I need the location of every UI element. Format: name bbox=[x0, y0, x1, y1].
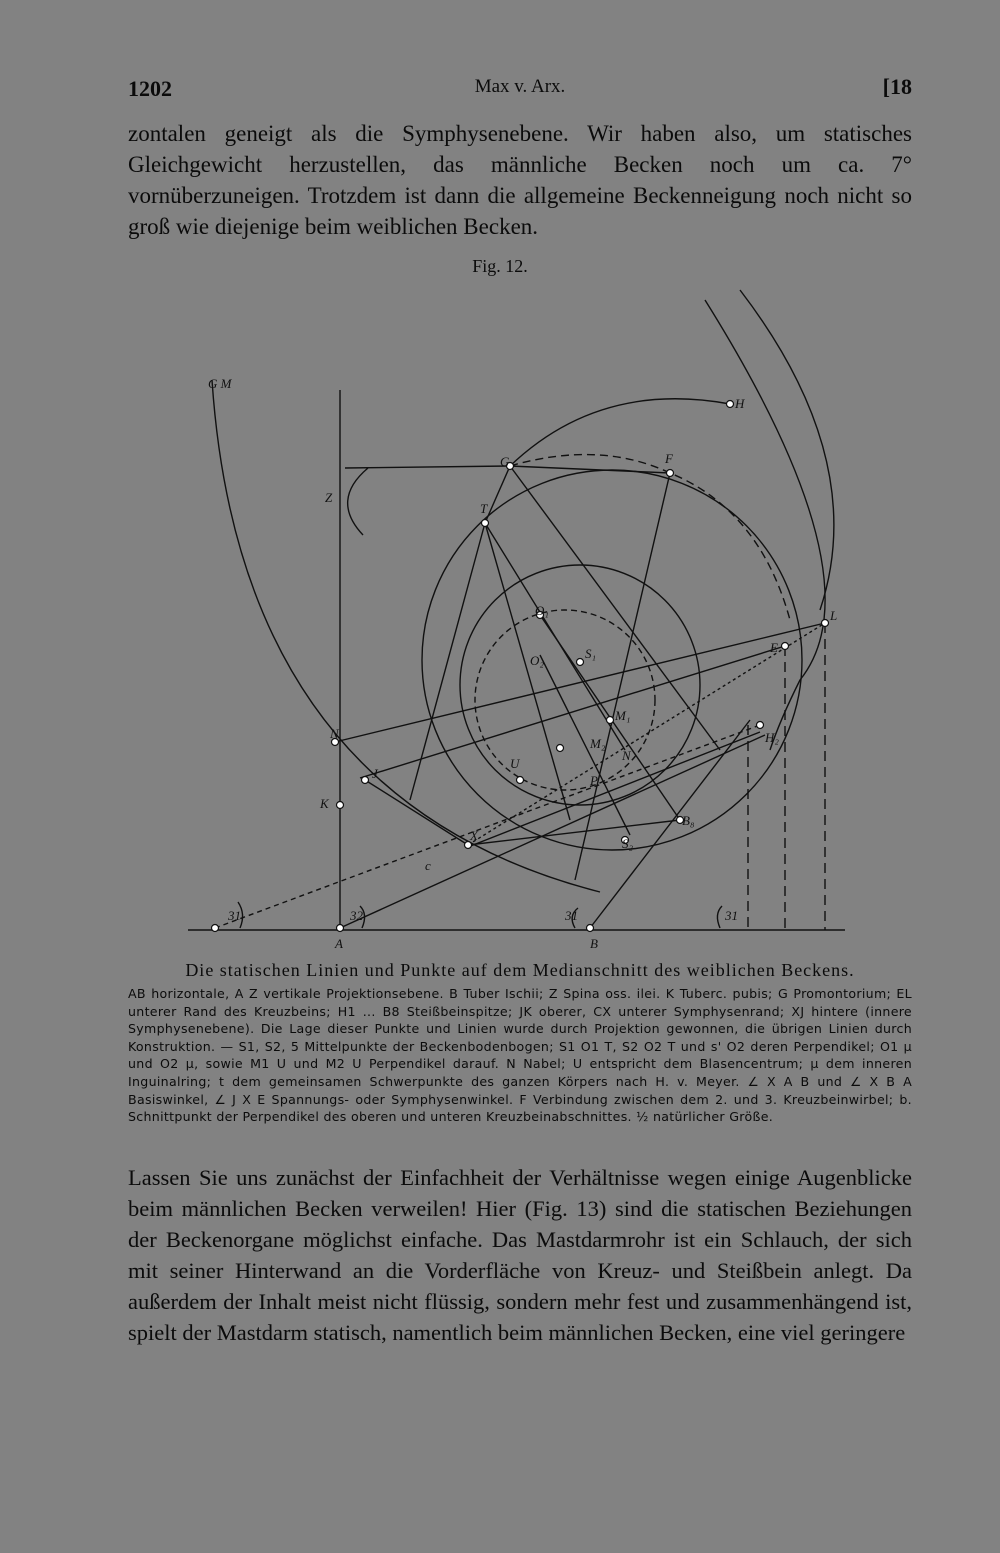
figure-label: Fig. 12. bbox=[472, 256, 528, 276]
label-c: c bbox=[425, 858, 431, 873]
line-z-g bbox=[345, 466, 510, 468]
label-s1: S₁ bbox=[585, 646, 597, 661]
paragraph-2: Lassen Sie uns zunächst der Einfachheit der Verhältnisse wegen einige Augenblicke beim männlichen Becken verweilen! Hier (Fig. 13) sind die statischen Beziehungen der Beckenorgane möglichst einfache. Das Mastdarmrohr ist ein Schlauch, der sich mit seiner Hinterwand an die Vorderfläche von Kreuz- und Steißbein anlegt. Da außerdem der Inhalt meist nicht flüssig, sondern mehr fest und zusammenhängend ist, spielt der Mastdarm statisch, namentlich beim männlichen Becken, eine viel geringere bbox=[128, 1165, 912, 1345]
line-b-h bbox=[590, 720, 750, 928]
label-m2: M₂ bbox=[590, 736, 606, 751]
caption-title: Die statischen Linien und Punkte auf dem Medianschnitt des weiblichen Beckens. bbox=[185, 960, 855, 980]
label-h2: H₂ bbox=[765, 730, 779, 745]
label-j: J bbox=[372, 766, 378, 781]
label-a: A bbox=[335, 936, 343, 951]
label-f: F bbox=[665, 451, 673, 466]
label-b: B bbox=[590, 936, 598, 951]
label-ang3: 31 bbox=[565, 908, 578, 923]
figure-caption bbox=[128, 960, 912, 1126]
label-s2: S₂ bbox=[622, 836, 634, 851]
page-number: 1202 bbox=[128, 76, 172, 101]
circle-large bbox=[422, 470, 802, 850]
label-n1: N bbox=[622, 748, 631, 763]
caption-body: AB horizontale, A Z vertikale Projektionsebene. B Tuber Ischii; Z Spina oss. ilei. K Tuberc. pubis; G Promontorium; EL unterer Rand des Kreuzbeins; H1 ... B8 Steißbeinspitze; JK oberer, CX unterer Symphysenrand; XJ hintere (innere Symphysenebene). Die Lage dieser Punkte und Linien wurde durch Projektion gewonnen, die übrigen Linien durch Konstruktion. — S1, S2, 5 Mittelpunkte der Beckenbodenbogen; S1 O1 T, S2 O2 T und s' O2 deren Perpendikel; O1 μ und O2 μ, sowie M1 U und M2 U Perpendikel darauf. N Nabel; U entspricht dem Blasencentrum; μ dem inneren Inguinalring; t dem gemeinsamen Schwerpunkte des ganzen Körpers nach H. v. Meyer. ∠ X A B und ∠ X B A Basiswinkel, ∠ J X E Spannungs- oder Symphysenwinkel. F Verbindung zwischen dem 2. und 3. Kreuzbeinwirbel; b. Schnittpunkt der Perpendikel des oberen und unteren Kreuzbeinabschnittes. ½ natürlicher Größe. bbox=[128, 986, 912, 1125]
label-gm: G M bbox=[208, 376, 232, 391]
label-o2: O₂ bbox=[530, 653, 544, 668]
circle-small bbox=[475, 610, 655, 790]
arc-g-h bbox=[510, 399, 730, 466]
label-n: N bbox=[330, 726, 339, 741]
paragraph-1: zontalen geneigt als die Symphysenebene. Wir haben also, um statisches Gleichgewicht herzustellen, das männliche Becken noch um ca. 7° vornüberzuneigen. Trotzdem ist dann die allgemeine Beckenneigung noch nicht so groß wie diejenige beim weiblichen Becken. bbox=[128, 121, 912, 239]
label-z: Z bbox=[325, 490, 333, 505]
label-o1: O₁ bbox=[535, 603, 549, 618]
label-e: E bbox=[770, 640, 778, 655]
label-ang2: 32 bbox=[350, 908, 363, 923]
label-b8: B₈ bbox=[682, 813, 695, 828]
line-x-s bbox=[468, 820, 680, 845]
label-p: P bbox=[590, 773, 598, 788]
arc-z bbox=[348, 468, 368, 535]
line-g-t bbox=[485, 466, 510, 523]
signature-mark: [18 bbox=[882, 74, 912, 99]
label-g: G bbox=[500, 454, 510, 469]
pelvis-diagram bbox=[180, 280, 860, 960]
line-base-h bbox=[215, 725, 760, 928]
label-ang1: 31 bbox=[228, 908, 241, 923]
label-l: L bbox=[830, 608, 838, 623]
label-m1: M₁ bbox=[615, 708, 631, 723]
label-t: T bbox=[480, 501, 488, 516]
label-x: X bbox=[470, 828, 478, 843]
line-k-l bbox=[335, 623, 825, 742]
page-header bbox=[128, 74, 912, 104]
circle-medium bbox=[460, 565, 700, 805]
angle-arc-4 bbox=[717, 906, 722, 928]
running-title: Max v. Arx. bbox=[474, 76, 566, 97]
label-u: U bbox=[510, 756, 520, 771]
line-x-m2 bbox=[468, 732, 760, 847]
label-ang4: 31 bbox=[725, 908, 738, 923]
line-j-x bbox=[365, 780, 468, 845]
label-k: K bbox=[320, 796, 329, 811]
label-h: H bbox=[735, 396, 745, 411]
outer-arc-left bbox=[212, 380, 600, 892]
outer-arc-right bbox=[705, 300, 825, 750]
